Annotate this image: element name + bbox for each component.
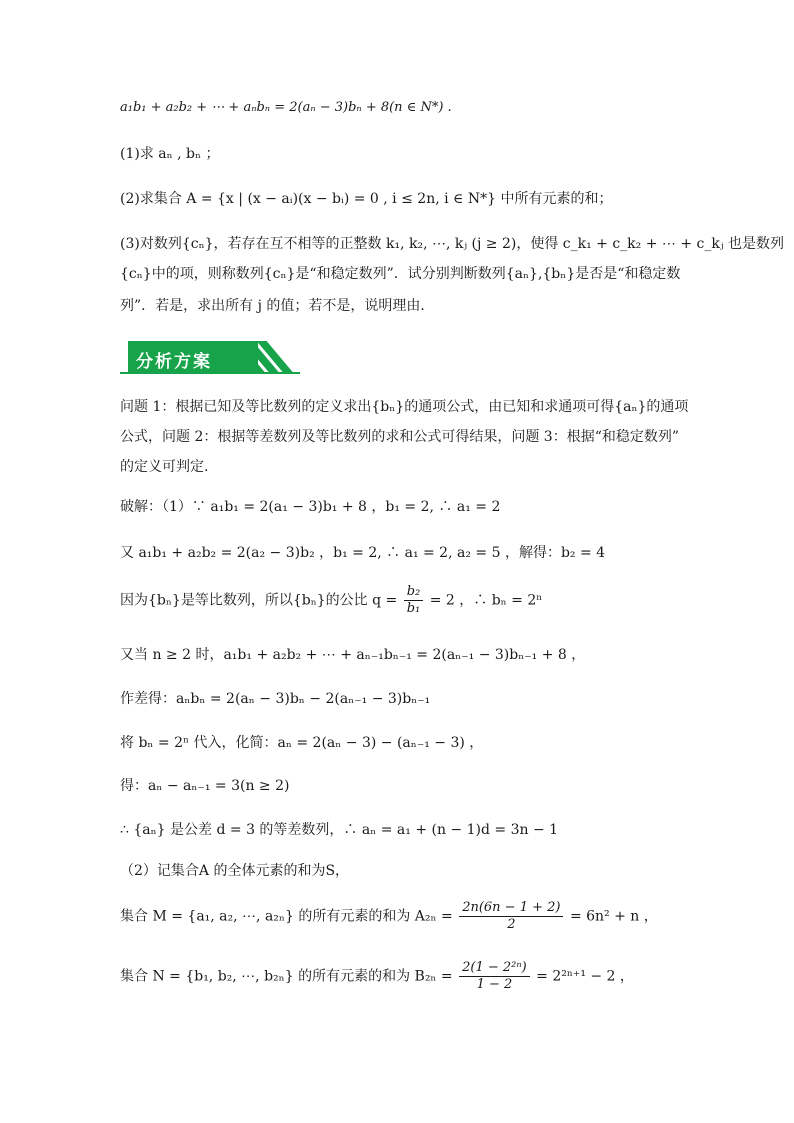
question-2: (2)求集合 A = {x | (x − aᵢ)(x − bᵢ) = 0 , i ≤ 2n, i ∈ N*} 中所有元素的和； <box>120 191 613 207</box>
fraction-numerator: 2(1 − 2²ⁿ) <box>459 960 530 977</box>
solution-step-5: 作差得：aₙbₙ = 2(aₙ − 3)bₙ − 2(aₙ₋₁ − 3)bₙ₋₁ <box>120 691 431 707</box>
section-title: 分析方案 <box>136 352 212 372</box>
step-3-text: 因为{bₙ}是等比数列，所以{bₙ}的公比 q = <box>120 592 398 609</box>
fraction-denominator: b₁ <box>406 601 421 616</box>
solution-step-11 <box>120 960 634 993</box>
question-3-line-2: {cₙ}中的项，则称数列{cₙ}是“和稳定数列”．试分别判断数列{aₙ},{bₙ}是否是“和稳定数 <box>120 266 681 282</box>
question-1: (1)求 aₙ , bₙ ； <box>120 146 220 162</box>
analysis-line-3: 的定义可判定. <box>120 459 209 475</box>
question-3-line-3: 列”．若是，求出所有 j 的值；若不是，说明理由． <box>120 298 435 314</box>
solution-step-6: 将 bₙ = 2ⁿ 代入，化简：aₙ = 2(aₙ − 3) − (aₙ₋₁ − 3) ， <box>120 735 484 751</box>
part-2-heading: （2）记集合A 的全体元素的和为S， <box>120 863 350 879</box>
set-m-text: 集合 M = {a₁, a₂, ⋯, a₂ₙ} 的所有元素的和为 A₂ₙ = <box>120 908 453 925</box>
banner-underline <box>120 372 300 374</box>
section-banner <box>120 341 300 373</box>
solution-step-7: 得：aₙ − aₙ₋₁ = 3(n ≥ 2) <box>120 778 290 794</box>
solution-step-4: 又当 n ≥ 2 时，a₁b₁ + a₂b₂ + ⋯ + aₙ₋₁bₙ₋₁ = 2(aₙ₋₁ − 3)bₙ₋₁ + 8 ， <box>120 647 586 663</box>
fraction-numerator: b₂ <box>404 584 424 601</box>
recurrence-equation: a₁b₁ + a₂b₂ + ⋯ + aₙbₙ = 2(aₙ − 3)bₙ + 8(n ∈ N*) . <box>120 100 452 115</box>
fraction-numerator: 2n(6n − 1 + 2) <box>459 900 563 917</box>
sum-a-result: = 6n² + n ， <box>569 908 658 925</box>
fraction-denominator: 2 <box>507 917 516 932</box>
solution-step-1: 破解：（1）∵ a₁b₁ = 2(a₁ − 3)b₁ + 8 ，b₁ = 2, ∴ a₁ = 2 <box>120 499 501 515</box>
fraction-denominator: 1 − 2 <box>476 977 513 992</box>
ratio-fraction <box>404 584 424 617</box>
analysis-line-1: 问题 1：根据已知及等比数列的定义求出{bₙ}的通项公式，由已知和求通项可得{aₙ}的通项 <box>120 399 689 415</box>
solution-step-8: ∴ {aₙ} 是公差 d = 3 的等差数列，∴ aₙ = a₁ + (n − 1)d = 3n − 1 <box>120 822 559 838</box>
solution-step-3 <box>120 584 542 617</box>
sum-a-fraction <box>459 900 563 933</box>
step-3-result: = 2 ，∴ bₙ = 2ⁿ <box>429 592 543 609</box>
set-n-text: 集合 N = {b₁, b₂, ⋯, b₂ₙ} 的所有元素的和为 B₂ₙ = <box>120 968 453 985</box>
solution-step-2: 又 a₁b₁ + a₂b₂ = 2(a₂ − 3)b₂ ，b₁ = 2, ∴ a₁ = 2, a₂ = 5 ，解得：b₂ = 4 <box>120 545 606 561</box>
solution-step-10 <box>120 900 658 933</box>
sum-b-fraction <box>459 960 530 993</box>
sum-b-result: = 2²ⁿ⁺¹ − 2 ， <box>536 968 634 985</box>
question-3-line-1: (3)对数列{cₙ}，若存在互不相等的正整数 k₁, k₂, ⋯, kⱼ (j ≥ 2)，使得 c_k₁ + c_k₂ + ⋯ + c_kⱼ 也是数列 <box>120 236 785 252</box>
analysis-line-2: 公式，问题 2：根据等差数列及等比数列的求和公式可得结果，问题 3：根据“和稳定数列” <box>120 429 680 445</box>
